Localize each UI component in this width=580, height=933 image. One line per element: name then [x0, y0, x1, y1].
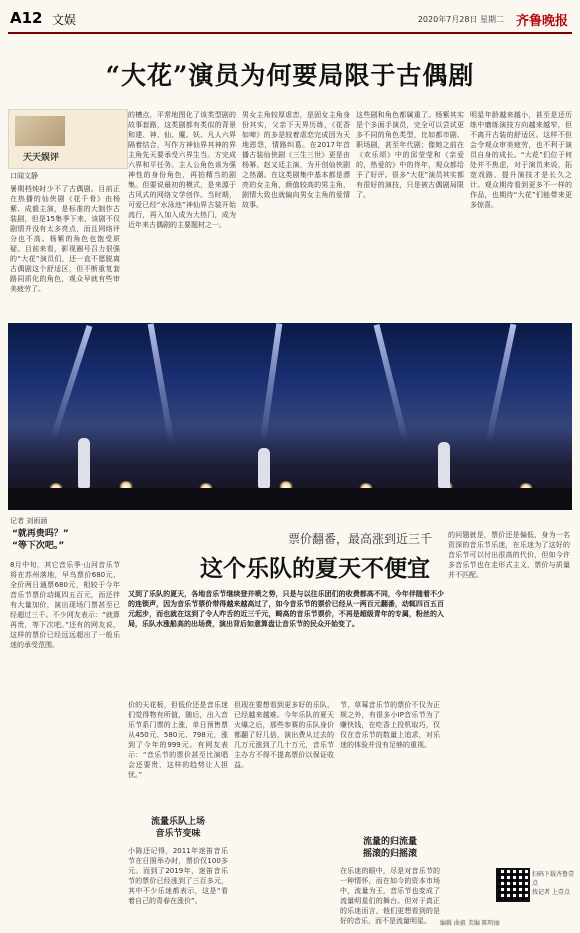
article1-column-3: 男女主角较厚虐恋，是固女主角身份其实，父亲下天界历练，《花香如啼》的多是较着虐恋完成因为天地恩怨，情路纠葛。在2017年首播古装仙侠剧《三生三世》更是由杨幂、赵又廷主演，为开创仙侠剧之热潮。在这类剧集中基本都是漂亮的女主角，颜值较高的男主角，剧情大致也就偏向男女主角的爱情故事。 [242, 111, 350, 209]
column-teaser [8, 109, 128, 169]
stage-light-beam [486, 324, 517, 443]
article1-headline: “大花”演员为何要局限于古偶剧 [105, 61, 475, 90]
page-header [8, 4, 572, 34]
article2-column-2: 价的天花板，但低价还是音乐迷们觉得物有所值，随后，出入音乐节系门票的上涨，单日预售票从450元、580元、798元，涨到了今年的999元。有网友表示：“音乐节的票价甚至比演唱会还要贵，这样的趋势让人担忧。” [128, 701, 228, 779]
article1-column-4: 这些剧和角色都属重了。杨紫其实是个多面手演员，完全可以尝试更多不同的角色类型，比如都市剧、职场剧，甚至年代剧；像她之前在《欢乐颂》中的邱莹莹和《亲爱的，热爱的》中的佟年，观众都给予了好评。很多“大花”演员其实都有很好的演技，只是被古偶剧局限了。 [356, 111, 464, 199]
stage-light-beam [50, 325, 93, 441]
performer-silhouette [78, 438, 90, 488]
section-heading-1: 流量乐队上场 音乐节变味 [150, 817, 205, 839]
stage-light-beam [374, 324, 409, 442]
article1-byline: 口闻文静 [10, 172, 38, 180]
article1-column-2: 的槽点，平常地图化了该类型剧的故事套路，这类剧都有类似的背景和建、神、仙、魔、妖、凡人六界隔着结合，写作方神仙界其神的界主角先天要承受六界生当。方完成六界和平任务。主人公角色该为强神性的身份角色，再拍精当的剧集。但要说最初的模式，是来源于古风式的网络文学创作。当时期，可爱已经“水泳池”神仙界古装开始流行，再入加入成为大热门，成为近年来古偶剧的主要题材之一。 [128, 111, 236, 229]
issue-date: 2020年7月28日 星期二 [417, 15, 504, 24]
section-name: 文娱 [52, 13, 77, 27]
article1-column-1: 暑期档炖时少不了古偶剧。目前正在热播的仙侠剧《花千骨》由杨紫、成毅主演，是标准的大制作古装剧，但是15集季下来，该剧不仅剧情并没有太多亮点，而且网络评分也不高。杨紫的角色也饱受质疑。目前来看，影视圈号召力很强的“大花”演员们，还一直不愿脱离古偶剧这个舒适区，但不断重复套路同质化的角色，观众早就有些审美疲劳了。 [10, 185, 120, 293]
article1-column-5: 明星年龄越来越小，甚至是还历练中磨练演技方向越来越窄，但不离开古装的舒适区。这样不但会令观众审美疲劳，也不利于演员自身的成长。“大花”们位于何处并不焦虑，对于演员来说，拓宽戏路、提升演技才是长久之计。观众期待看到更多不一样的作品，也期待“大花”们能带来更多惊喜。 [470, 111, 572, 209]
stage-light-beam [260, 323, 283, 443]
editor-credits: 编辑 曲毅 美编 陈明丽 [440, 920, 500, 927]
stage-floor [8, 488, 572, 510]
qr-caption: 扫码下载齐鲁壹点 找记者 上壹点 [532, 871, 575, 896]
article2-column-5: 的问题就是，票价还是偏低，身为一名资深的音乐节乐迷，在乐迷为了这好的音乐节可以付出很高的代价，但如今许多音乐节也在走形式主义，票价与质量并不匹配。 [448, 531, 570, 579]
performer-silhouette [258, 448, 270, 488]
qr-code[interactable] [496, 868, 530, 902]
stage-light-beam [148, 323, 175, 442]
column-name: 天天娱评 [23, 153, 60, 163]
newspaper-logo: 齐鲁晚报 [515, 14, 568, 29]
article2-column-6: 小陈还记得，2011年迷笛音乐节在日照举办时，票价仅100多元。而到了2019年，迷笛音乐节的票价已经涨到了三百多元，其中不少乐迷都表示，这是“看着自己的青春在涨价”。 [128, 847, 228, 905]
article2-column-1: 8月中旬，其它音乐季·山河音乐节将在苏州落地，早鸟票价680元，全价两日通票680元，相较于今年音乐节票价动辄四五百元，而还伴有大量加价，演出现场门票甚至已经超过三千。不少网友表示：“就算再贵，等下次吧。”还有的网友说，这样的票价已经远远超出了一般乐迷的承受范围。 [10, 561, 120, 649]
article2-headline: 这个乐队的夏天不便宜 [200, 555, 430, 582]
article2-column-3: 但现在要想看到更多好的乐队，已经越来越难。今年乐队的夏天火爆之后，那些参赛的乐队身价都翻了好几倍，演出费从过去的几万元涨到了几十万元，音乐节主办方不得不提高票价以保证收益。 [234, 701, 334, 769]
pull-quote: “就再贵吗？” “等下次吧。” [12, 529, 69, 551]
article2-column-4: 节，草莓音乐节的票价不仅为正规之外，有很多小IP音乐节为了赚快钱，在吃香上投机取巧，仅仅在音乐节的数量上追求，对乐迷的体验并没有足够的重视。 [340, 701, 440, 749]
performer-silhouette [438, 442, 450, 488]
column-teaser-image [15, 116, 65, 146]
article2-column-8: 在乐迷的眼中，尽是对音乐节的一种情怀，而在如今的资本市场中，流量为王，音乐节也变成了流量明星们的舞台。但对于真正的乐迷而言，他们更想看到的是好的音乐，而不是流量明星。 [340, 867, 440, 925]
photo-credit: 记者 刘雨涵 [10, 517, 48, 525]
article2-deck: 又到了乐队的夏天，各地音乐节继续登井喷之势，只是与以往乐团们的收费都高不同，今年伴随着不少的连锁声，因为音乐节票价带得越来越高过了，如今音乐节的票价已经从一两百元翻番，动辄四百五百元起步，而也就在这到了令人咋舌的近三千元，畸高的音乐节票价，不再是超级青年的专属，粉丝的入局，乐队水涨船高的出场费，演出背后如意算盘让音乐节的民众开始变了。 [128, 590, 444, 628]
article2-subhead: 票价翻番，最高涨到近三千 [287, 532, 432, 546]
page-number: A12 [10, 9, 43, 27]
section-heading-2: 流量的归流量 摇滚的归摇滚 [362, 837, 417, 859]
concert-photo [8, 323, 572, 510]
